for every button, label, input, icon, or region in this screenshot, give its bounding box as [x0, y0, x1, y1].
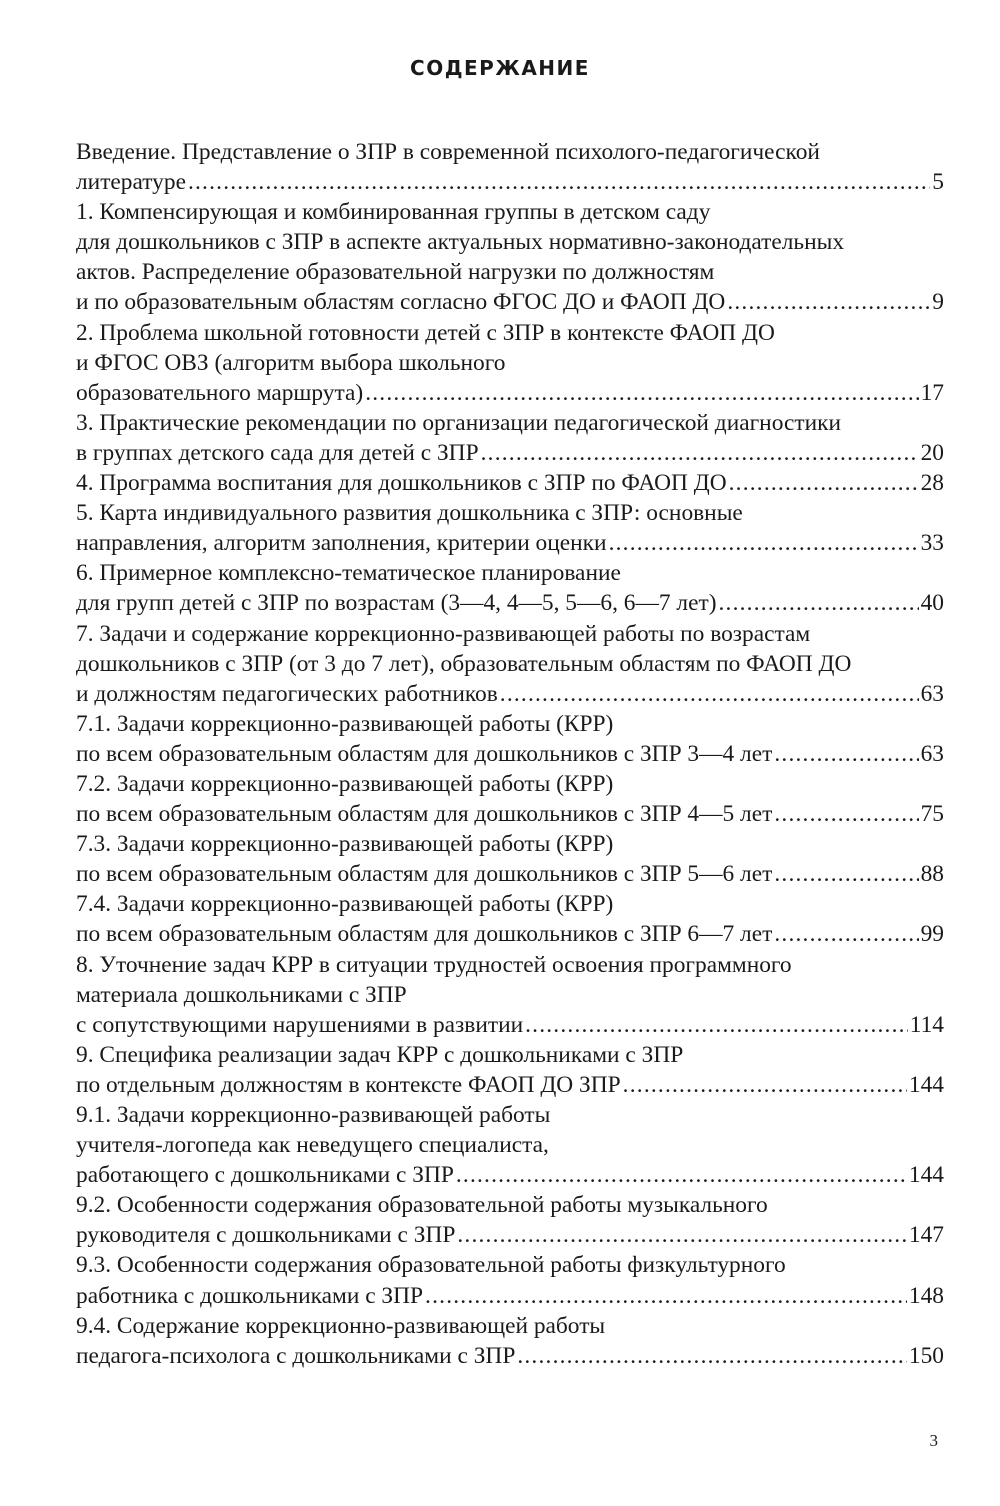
toc-entry[interactable]	[76, 498, 944, 558]
toc-page-number: 9	[932, 289, 944, 316]
dot-leader	[774, 919, 918, 949]
toc-entry-text: по всем образовательным областям для дошкольников с ЗПР 5—6 лет	[76, 861, 773, 888]
toc-page-number: 75	[920, 801, 944, 828]
toc-page-number: 63	[920, 680, 944, 707]
toc-page-number: 63	[920, 740, 944, 767]
toc-page-number: 147	[908, 1222, 944, 1249]
dot-leader	[456, 1160, 907, 1190]
toc-entry-text: 2. Проблема школьной готовности детей с ЗПР в контексте ФАОП ДО	[76, 319, 775, 346]
toc-entry-text: 4. Программа воспитания для дошкольников с ЗПР по ФАОП ДО	[76, 470, 727, 497]
toc-entry-text: для дошкольников с ЗПР в аспекте актуальных нормативно-законодательных	[76, 229, 845, 256]
toc-page-number: 28	[920, 470, 944, 497]
toc-page-number: 5	[932, 169, 944, 196]
toc-entry-text: руководителя с дошкольниками с ЗПР	[76, 1222, 456, 1249]
toc-entry[interactable]	[76, 558, 944, 618]
toc-entry[interactable]	[76, 769, 944, 829]
toc-page-number: 20	[920, 439, 944, 466]
toc-page-number: 114	[909, 1011, 944, 1038]
toc-entry-text: и ФГОС ОВЗ (алгоритм выбора школьного	[76, 349, 506, 376]
toc-entry-text: актов. Распределение образовательной нагрузки по должностям	[76, 259, 715, 286]
toc-entry[interactable]	[76, 829, 944, 889]
toc-page-number: 40	[920, 590, 944, 617]
toc-page-number: 17	[920, 379, 944, 406]
toc-entry[interactable]	[76, 1311, 944, 1371]
dot-leader	[425, 1281, 907, 1311]
toc-entry-text: 9.3. Особенности содержания образовательной работы физкультурного	[76, 1252, 786, 1279]
dot-leader	[500, 679, 919, 709]
toc-entry[interactable]	[76, 619, 944, 709]
toc-page-number: 150	[908, 1342, 944, 1369]
toc-entry-text: в группах детского сада для детей с ЗПР	[76, 439, 479, 466]
toc-entry-text: направления, алгоритм заполнения, критерии оценки	[76, 530, 607, 557]
table-of-contents	[76, 137, 944, 1371]
dot-leader	[188, 167, 930, 197]
toc-entry-text: для групп детей с ЗПР по возрастам (3—4, 4—5, 5—6, 6—7 лет)	[76, 590, 717, 617]
toc-entry-text: 9.2. Особенности содержания образовательной работы музыкального	[76, 1192, 768, 1219]
toc-entry[interactable]	[76, 1100, 944, 1190]
toc-entry-text: по отдельным должностям в контексте ФАОП ДО ЗПР	[76, 1071, 621, 1098]
toc-entry[interactable]	[76, 1040, 944, 1100]
toc-entry[interactable]	[76, 408, 944, 468]
toc-entry-text: 8. Уточнение задач КРР в ситуации трудностей освоения программного	[76, 951, 792, 978]
toc-entry-text: учителя-логопеда как неведущего специалиста,	[76, 1132, 549, 1159]
toc-entry-text: по всем образовательным областям для дошкольников с ЗПР 6—7 лет	[76, 921, 773, 948]
toc-entry-text: по всем образовательным областям для дошкольников с ЗПР 4—5 лет	[76, 801, 773, 828]
toc-entry-text: дошкольников с ЗПР (от 3 до 7 лет), образовательным областям по ФАОП ДО	[76, 650, 852, 677]
toc-entry-text: 6. Примерное комплексно-тематическое планирование	[76, 560, 621, 587]
dot-leader	[481, 438, 919, 468]
toc-entry-text: 5. Карта индивидуального развития дошкольника с ЗПР: основные	[76, 500, 743, 527]
toc-entry-text: 7.3. Задачи коррекционно-развивающей работы (КРР)	[76, 831, 614, 858]
toc-entry[interactable]	[76, 709, 944, 769]
toc-page-number: 144	[908, 1071, 944, 1098]
toc-entry-text: и по образовательным областям согласно ФГОС ДО и ФАОП ДО	[76, 289, 726, 316]
toc-entry[interactable]	[76, 1250, 944, 1310]
toc-entry-text: 9.1. Задачи коррекционно-развивающей работы	[76, 1102, 551, 1128]
toc-entry-text: с сопутствующими нарушениями в развитии	[76, 1011, 524, 1038]
toc-entry-text: 7.4. Задачи коррекционно-развивающей работы (КРР)	[76, 891, 614, 918]
toc-entry[interactable]	[76, 197, 944, 317]
page-title: СОДЕРЖАНИЕ	[410, 56, 590, 80]
toc-entry-text: по всем образовательным областям для дошкольников с ЗПР 3—4 лет	[76, 740, 773, 767]
toc-entry[interactable]	[76, 468, 944, 498]
toc-page-number: 33	[920, 530, 944, 557]
toc-page-number: 144	[908, 1162, 944, 1189]
toc-page-number: 88	[920, 861, 944, 888]
toc-entry-text: 9. Специфика реализации задач КРР с дошкольниками с ЗПР	[76, 1041, 684, 1068]
toc-entry[interactable]	[76, 1190, 944, 1250]
toc-entry-text: и должностям педагогических работников	[76, 680, 498, 707]
toc-entry[interactable]	[76, 137, 944, 197]
toc-entry-text: 7.1. Задачи коррекционно-развивающей работы (КРР)	[76, 710, 614, 737]
page-number: 3	[929, 1431, 938, 1450]
toc-entry-text: педагога-психолога с дошкольниками с ЗПР	[76, 1342, 516, 1369]
dot-leader	[365, 378, 918, 408]
toc-entry[interactable]	[76, 950, 944, 1040]
dot-leader	[774, 739, 918, 769]
toc-entry-text: работающего с дошкольниками с ЗПР	[76, 1162, 454, 1189]
toc-entry-text: Введение. Представление о ЗПР в современной психолого-педагогической	[76, 139, 820, 165]
toc-entry-text: 7. Задачи и содержание коррекционно-развивающей работы по возрастам	[76, 620, 811, 647]
dot-leader	[718, 588, 918, 618]
dot-leader	[525, 1010, 908, 1040]
dot-leader	[623, 1070, 907, 1100]
toc-entry-text: работника с дошкольниками с ЗПР	[76, 1282, 424, 1309]
toc-page-number: 99	[920, 921, 944, 948]
toc-page-number: 148	[908, 1282, 944, 1309]
toc-entry-text: 7.2. Задачи коррекционно-развивающей работы (КРР)	[76, 770, 614, 797]
dot-leader	[774, 799, 918, 829]
dot-leader	[457, 1220, 907, 1250]
dot-leader	[727, 287, 930, 317]
toc-entry-text: 9.4. Содержание коррекционно-развивающей работы	[76, 1312, 606, 1339]
dot-leader	[774, 859, 918, 889]
dot-leader	[609, 528, 919, 558]
toc-entry[interactable]	[76, 889, 944, 949]
toc-entry-text: 3. Практические рекомендации по организации педагогической диагностики	[76, 409, 841, 436]
toc-entry-text: 1. Компенсирующая и комбинированная группы в детском саду	[76, 199, 711, 226]
toc-entry-text: образовательного маршрута)	[76, 379, 364, 406]
toc-entry-text: литературе	[76, 169, 186, 196]
dot-leader	[729, 468, 919, 498]
toc-entry[interactable]	[76, 318, 944, 408]
dot-leader	[517, 1341, 907, 1371]
toc-entry-text: материала дошкольниками с ЗПР	[76, 981, 407, 1008]
